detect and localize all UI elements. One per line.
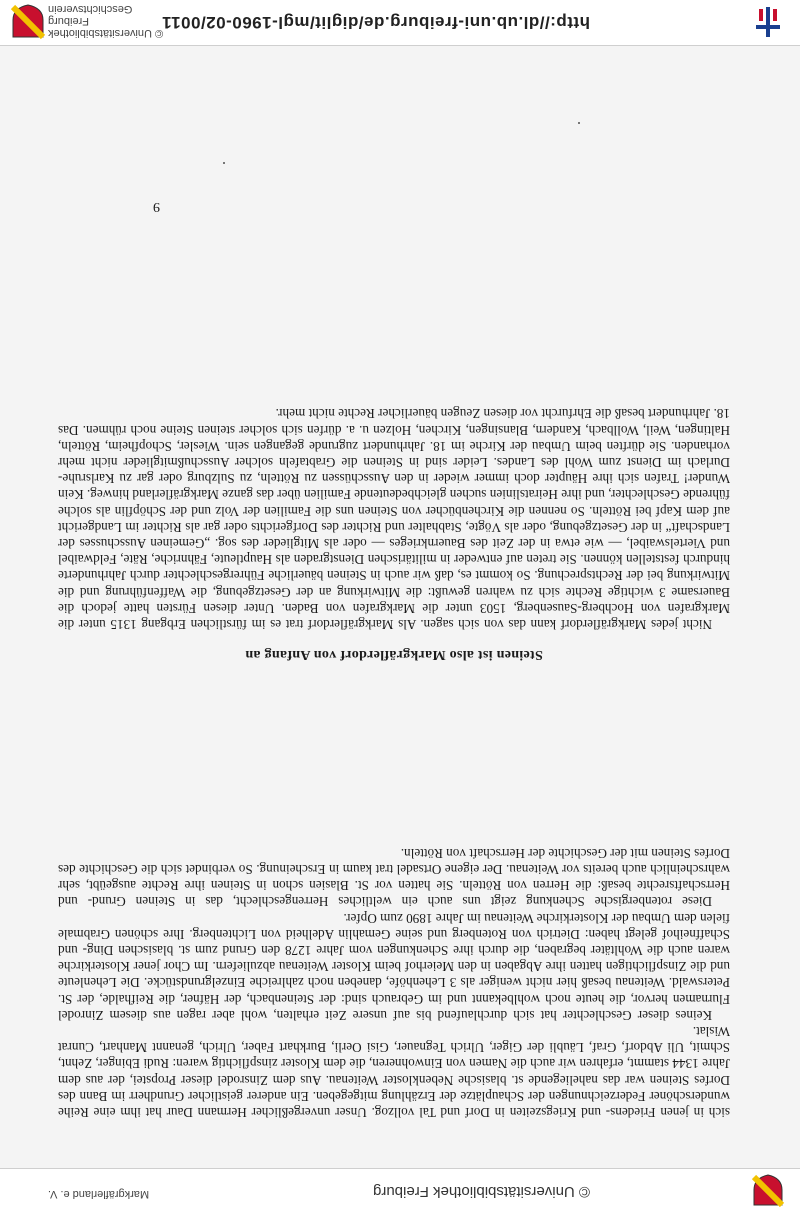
scan-speck: [223, 162, 225, 164]
paragraph: sich in jenen Friedens- und Kriegszeiten in Dorf und Tal vollzog. Unser unvergeßlicher Hermann Daur hat ihm eine Reihe wunderschöner Federzeichnungen der Schauplätze der Erzählung mitgegeben. Ein anderer geistlicher Grundherr im Bann des Dorfes Steinen war das naheliegende st. blasische Nebenkloster Weitenau. Aus dem Zinsrodel dieser Propstei, der aus dem Jahre 1344 stammt, erfahren wir auch die Namen von Einwohneren, die dem Kloster zinspflichtig waren: Rudi Ebinger, Zehnt, Schmit, Uli Abdorf, Graf, Läubli der Giger, Ulrich Tegnauer, Gisi Oerli, Burkhart Faber, Ulrich, genannt Manhart, Cunrat Wislat.: [58, 1023, 730, 1120]
header-copyright-line-2: Geschichtsverein: [48, 3, 133, 15]
url-link[interactable]: http://dl.ub.uni-freiburg.de/diglit/mgl-1960-02/0011: [161, 13, 590, 33]
document-url[interactable]: [120, 0, 590, 45]
ub-freiburg-logo[interactable]: [746, 5, 790, 41]
scan-speck: [578, 122, 580, 124]
section-heading: Steinen ist also Markgräflerdorf von Anfang an: [245, 647, 543, 662]
header-copyright: [48, 3, 168, 39]
paragraph: Diese rotenbergische Schenkung zeigt uns auch ein weltliches Herrengeschlecht, das in Steinen Grund- und Herrschaftsrechte besaß: die Herren von Rötteln. Sie hatten vor St. Blasien schon in Steinen ihre Rechte ausgeübt, sehr wahrscheinlich auch bereits vor Weitenau. Der eigene Ortsadel trat kaum in Erscheinung. So verbindet sich die Geschichte des Dorfes Steinen mit der Geschichte der Herrschaft von Rötteln.: [58, 845, 730, 910]
header-bar: [0, 0, 800, 46]
page-number: 9: [153, 199, 160, 214]
paragraph: Keines dieser Geschlechter hat sich durchlaufend bis auf unsere Zeit erhalten, wohl aber ragen aus diesem Zinrodel Flurnamen hervor, die heute noch wohlbekannt und im Gebrauch sind: der Steinenbach, der Häfner, die Reifhalde, der St. Peterswald. Weitenau besaß hier nicht weniger als 3 Lehenhöfe, daneben noch zahlreiche Einzelgrundstücke. Die Lehenleute und die Zinspflichtigen hatten ihre Abgaben in den Meierhof beim Kloster Weitenau abzuliefern. Im Chor jener Klosterkirche waren auch die Wohltäter begraben, die durch ihre Schenkungen vom Jahre 1278 den Grund zum st. blasischen Ding- und Schaffneihof gelegt haben: Dietrich von Rotenberg und seine Gemahlin Adelheid von Lichtenberg. Ihre schönen Grabmale fielen dem Umbau der Klosterkirche Weitenau im Jahre 1890 zum Opfer.: [58, 910, 730, 1023]
coat-of-arms-logo: [746, 1174, 790, 1210]
footer-society: Markgräflerland e. V.: [48, 1188, 150, 1200]
text-block-lower: [58, 405, 730, 632]
text-block-upper: [58, 845, 730, 1120]
paragraph: Nicht jedes Markgräflerdorf kann das von sich sagen. Als Markgräflerdorf trat es im fürstlichen Erbgang 1315 unter die Markgrafen von Hochberg-Sausenberg, 1503 unter die Markgrafen von Baden. Unter diesen Fürsten hatte jedoch die Bauersame 3 wichtige Rechte sich zu wahren gewußt: die Mitwirkung an der Gesetzgebung, die Waffenführung und die Mitwirkung bei der Rechtsprechung. So kommt es, daß wir auch in Steinen bäuerliche Führergeschlechter durch Jahrhunderte hindurch feststellen können. Sie treten auf entweder in militärischen Dienstgraden als Hauptleute, Fähnriche, Räte, Feldwaibel und Viertelswaibel, — wie etwa in der Zeit des Bauernkrieges — oder als Mitglieder des sog. „Gemeinen Ausschusses der Landschaft“ in der Gesetzgebung, oder als Vögte, Stabhalter und Richter des Dorfgerichts oder gar als Richter im Landgericht auf dem Kapf bei Rötteln. So nennen die Kirchenbücher von Steinen uns die Familien der Volz und der Schöpflin als solche führende Geschlechter, und ihre Heiratslinien suchen gleichbedeutende Familien über das ganze Markgräflerland hinweg. Kein Wunder! Trafen sich ihre Häupter doch immer wieder in den Ausschüssen zu Rötteln, zu Sulzburg oder gar zu Karlsruhe-Durlach im Dienst zum Wohl des Landes. Leider sind in Steinen die Grabtafeln solcher Ausschußmitglieder nicht mehr vorhanden. Sie dürften beim Umbau der Kirche im 18. Jahrhundert zugrunde gegangen sein. Wiesler, Schopfheim, Rötteln, Haltingen, Weil, Wollbach, Kandern, Blansingen, Kirchen, Holzen u. a. dürfen sich solcher steinen Steine noch rühmen. Das 18. Jahrhundert besaß die Ehrfurcht vor diesen Zeugen bäuerlicher Rechte nicht mehr.: [58, 406, 730, 632]
footer-bar: [0, 1168, 800, 1214]
footer-copyright: © Universitätsbibliothek Freiburg: [373, 1183, 590, 1200]
header-copyright-line-1: © Universitätsbibliothek Freiburg: [48, 15, 164, 39]
scanned-page: [0, 54, 800, 1154]
geschichtsverein-logo: [10, 4, 46, 40]
